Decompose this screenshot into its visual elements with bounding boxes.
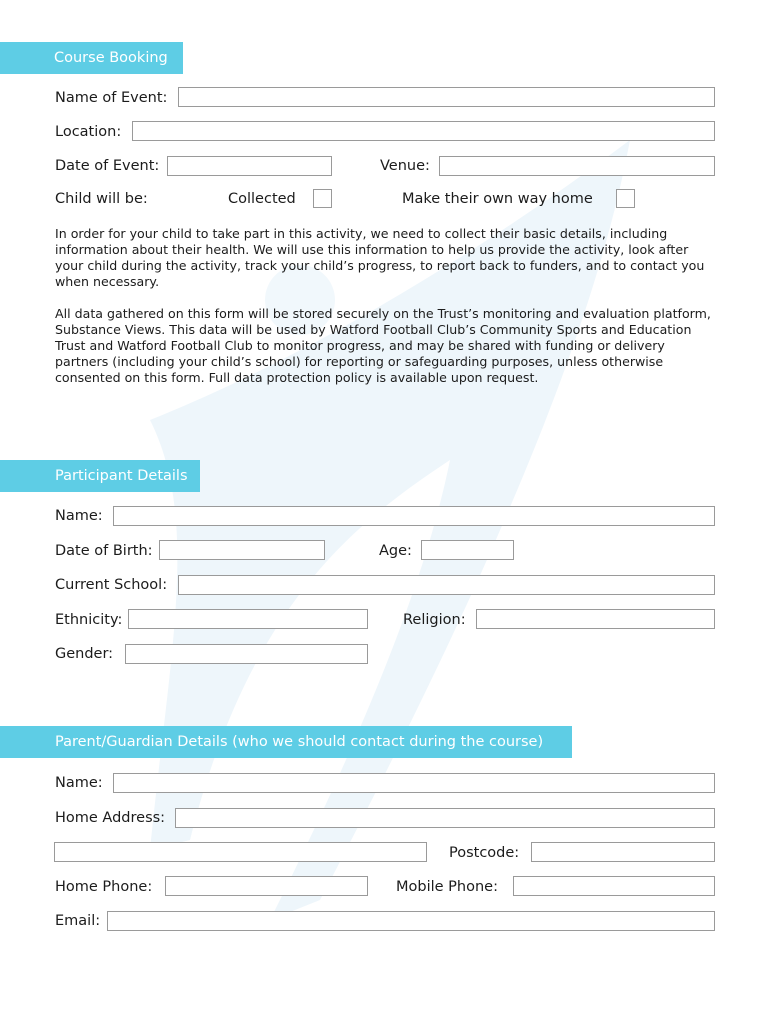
participant-title: Participant Details [55,468,188,484]
home-address-field[interactable] [175,808,715,828]
participant-name-field[interactable] [113,506,715,526]
own-way-home-checkbox[interactable] [616,189,635,208]
info-paragraph-1: In order for your child to take part in this activity, we need to collect their basic details, including information about their health. We will use this information to help us provide the activity, look after your child during the activity, track your child’s progress, to report back to funders, and to contact you when necessary. [55,226,705,289]
venue-label: Venue: [380,158,430,174]
date-of-event-field[interactable] [167,156,332,176]
email-field[interactable] [107,911,715,931]
guardian-name-field[interactable] [113,773,715,793]
course-booking-title: Course Booking [54,50,168,66]
guardian-name-label: Name: [55,775,103,791]
dob-field[interactable] [159,540,325,560]
dob-label: Date of Birth: [55,543,153,559]
collected-label: Collected [228,191,296,207]
location-field[interactable] [132,121,715,141]
participant-name-label: Name: [55,508,103,524]
religion-field[interactable] [476,609,715,629]
info-paragraph-2: All data gathered on this form will be stored securely on the Trust’s monitoring and evaluation platform, Substance Views. This data will be used by Watford Football Club’s Community Sports and Education Trust and Watford Football Club to monitor progress, and may be shared with funding or delivery partners (including your child’s school) for reporting or safeguarding purposes, unless otherwise consented on this form. Full data protection policy is available upon request. [55,306,711,385]
age-field[interactable] [421,540,514,560]
date-of-event-label: Date of Event: [55,158,160,174]
child-will-be-label: Child will be: [55,191,148,207]
ethnicity-label: Ethnicity: [55,612,123,628]
mobile-phone-field[interactable] [513,876,715,896]
location-label: Location: [55,124,122,140]
religion-label: Religion: [403,612,466,628]
email-label: Email: [55,913,101,929]
home-address-label: Home Address: [55,810,166,826]
collected-checkbox[interactable] [313,189,332,208]
name-of-event-field[interactable] [178,87,715,107]
guardian-title: Parent/Guardian Details (who we should contact during the course) [55,734,544,750]
current-school-label: Current School: [55,577,168,593]
postcode-label: Postcode: [449,845,520,861]
mobile-phone-label: Mobile Phone: [396,879,498,895]
venue-field[interactable] [439,156,715,176]
age-label: Age: [379,543,412,559]
name-of-event-label: Name of Event: [55,90,168,106]
own-way-home-label: Make their own way home [402,191,593,207]
home-phone-label: Home Phone: [55,879,153,895]
ethnicity-field[interactable] [128,609,368,629]
postcode-field[interactable] [531,842,715,862]
gender-field[interactable] [125,644,368,664]
home-address-line-2-field[interactable] [54,842,427,862]
home-phone-field[interactable] [165,876,368,896]
current-school-field[interactable] [178,575,715,595]
gender-label: Gender: [55,646,114,662]
